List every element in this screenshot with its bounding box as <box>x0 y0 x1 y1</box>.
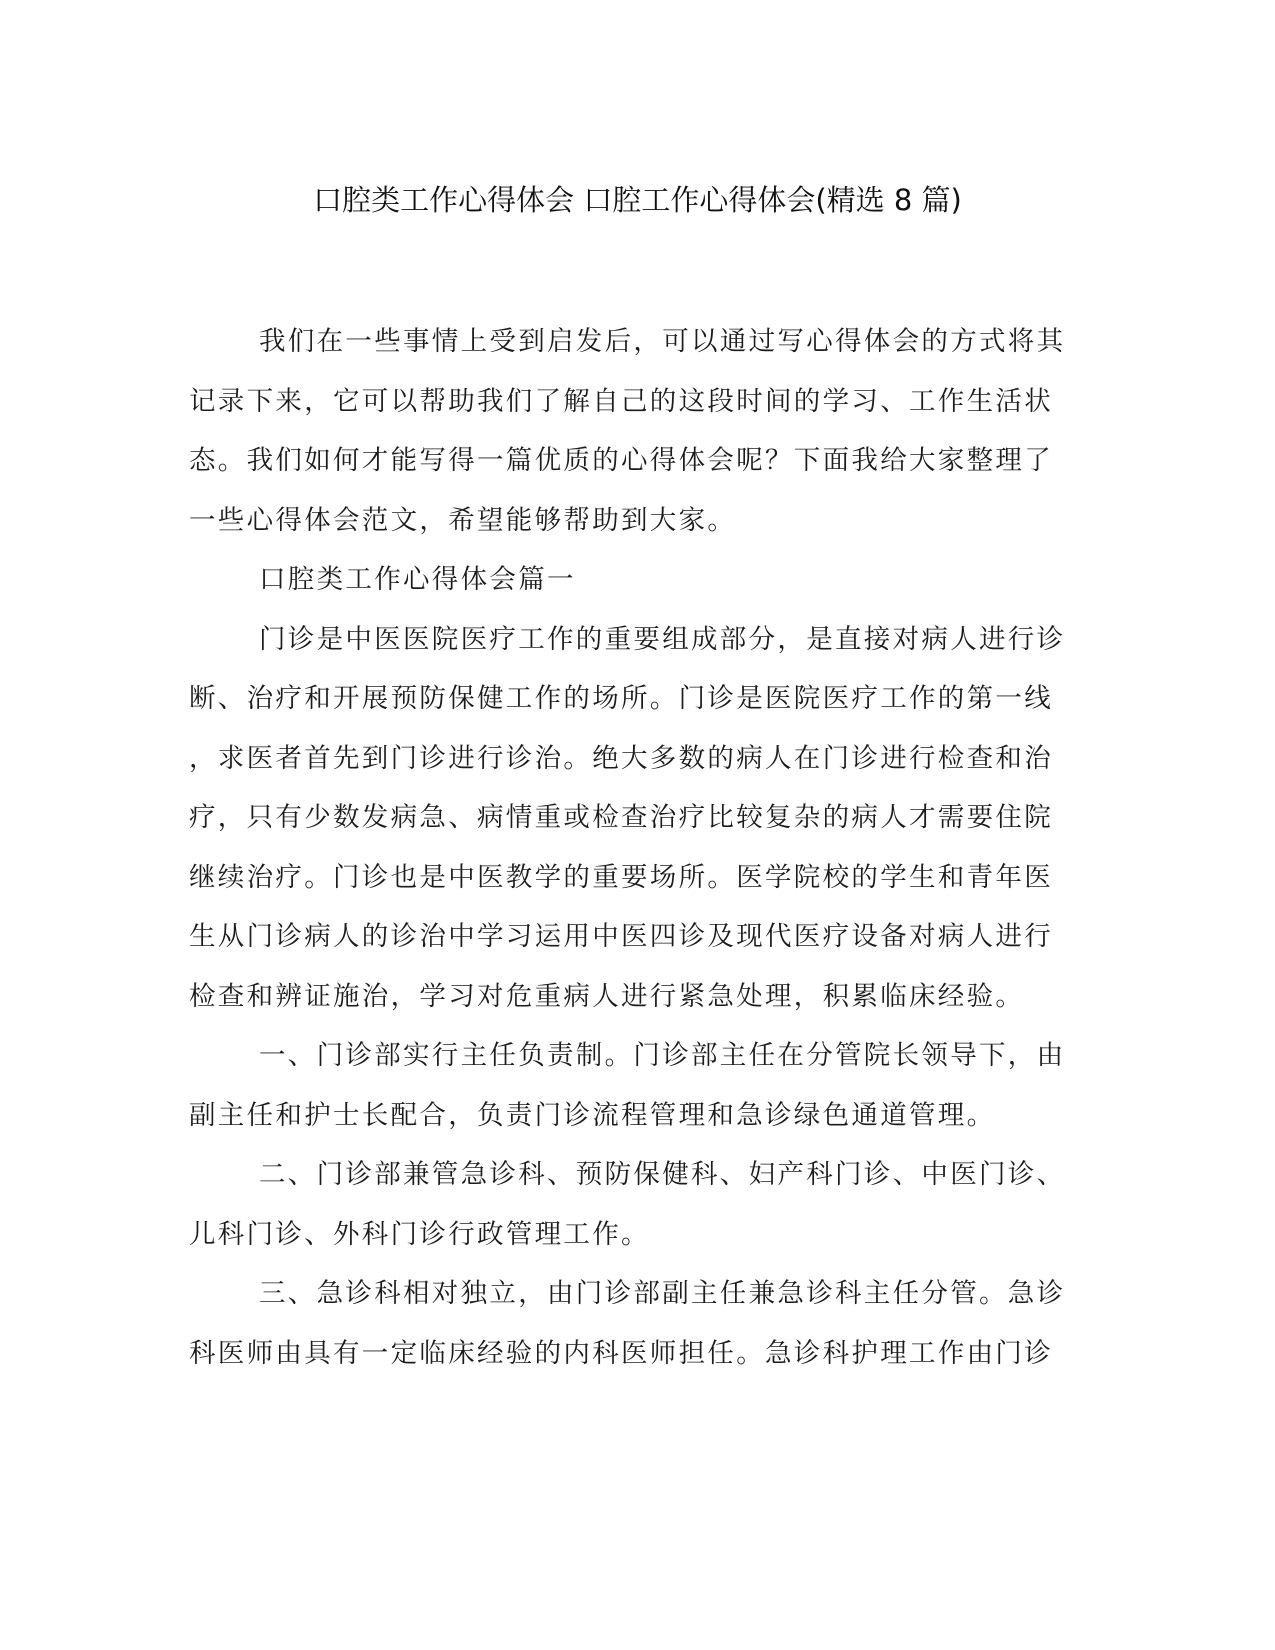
document-title: 口腔类工作心得体会 口腔工作心得体会(精选 8 篇) <box>313 183 962 217</box>
paragraph-line: 副主任和护士长配合，负责门诊流程管理和急诊绿色通道管理。 <box>189 1099 996 1131</box>
section-heading: 口腔类工作心得体会篇一 <box>259 564 576 595</box>
paragraph-line: ，求医者首先到门诊进行诊治。绝大多数的病人在门诊进行检查和治 <box>189 742 1053 774</box>
paragraph-line: 疗，只有少数发病急、病情重或检查治疗比较复杂的病人才需要住院 <box>189 802 1053 833</box>
paragraph-line: 二、门诊部兼管急诊科、预防保健科、妇产科门诊、中医门诊、 <box>259 1159 1066 1190</box>
paragraph-line: 门诊是中医医院医疗工作的重要组成部分，是直接对病人进行诊 <box>259 623 1066 655</box>
document-body <box>189 322 1089 1393</box>
paragraph-line: 检查和辨证施治，学习对危重病人进行紧急处理，积累临床经验。 <box>189 980 1025 1012</box>
paragraph-line: 记录下来，它可以帮助我们了解自己的这段时间的学习、工作生活状 <box>189 385 1053 417</box>
paragraph-line: 断、治疗和开展预防保健工作的场所。门诊是医院医疗工作的第一线 <box>189 683 1053 714</box>
paragraph-line: 一些心得体会范文，希望能够帮助到大家。 <box>189 504 737 536</box>
paragraph-line: 科医师由具有一定临床经验的内科医师担任。急诊科护理工作由门诊 <box>189 1337 1053 1369</box>
paragraph-line: 一、门诊部实行主任负责制。门诊部主任在分管院长领导下，由 <box>259 1040 1066 1071</box>
paragraph-line: 生从门诊病人的诊治中学习运用中医四诊及现代医疗设备对病人进行 <box>189 921 1053 952</box>
paragraph-line: 我们在一些事情上受到启发后，可以通过写心得体会的方式将其 <box>259 326 1066 357</box>
paragraph-line: 儿科门诊、外科门诊行政管理工作。 <box>189 1218 650 1250</box>
paragraph-line: 态。我们如何才能写得一篇优质的心得体会呢？下面我给大家整理了 <box>189 445 1053 476</box>
paragraph-line: 继续治疗。门诊也是中医教学的重要场所。医学院校的学生和青年医 <box>189 861 1053 893</box>
paragraph-line: 三、急诊科相对独立，由门诊部副主任兼急诊科主任分管。急诊 <box>259 1278 1066 1309</box>
